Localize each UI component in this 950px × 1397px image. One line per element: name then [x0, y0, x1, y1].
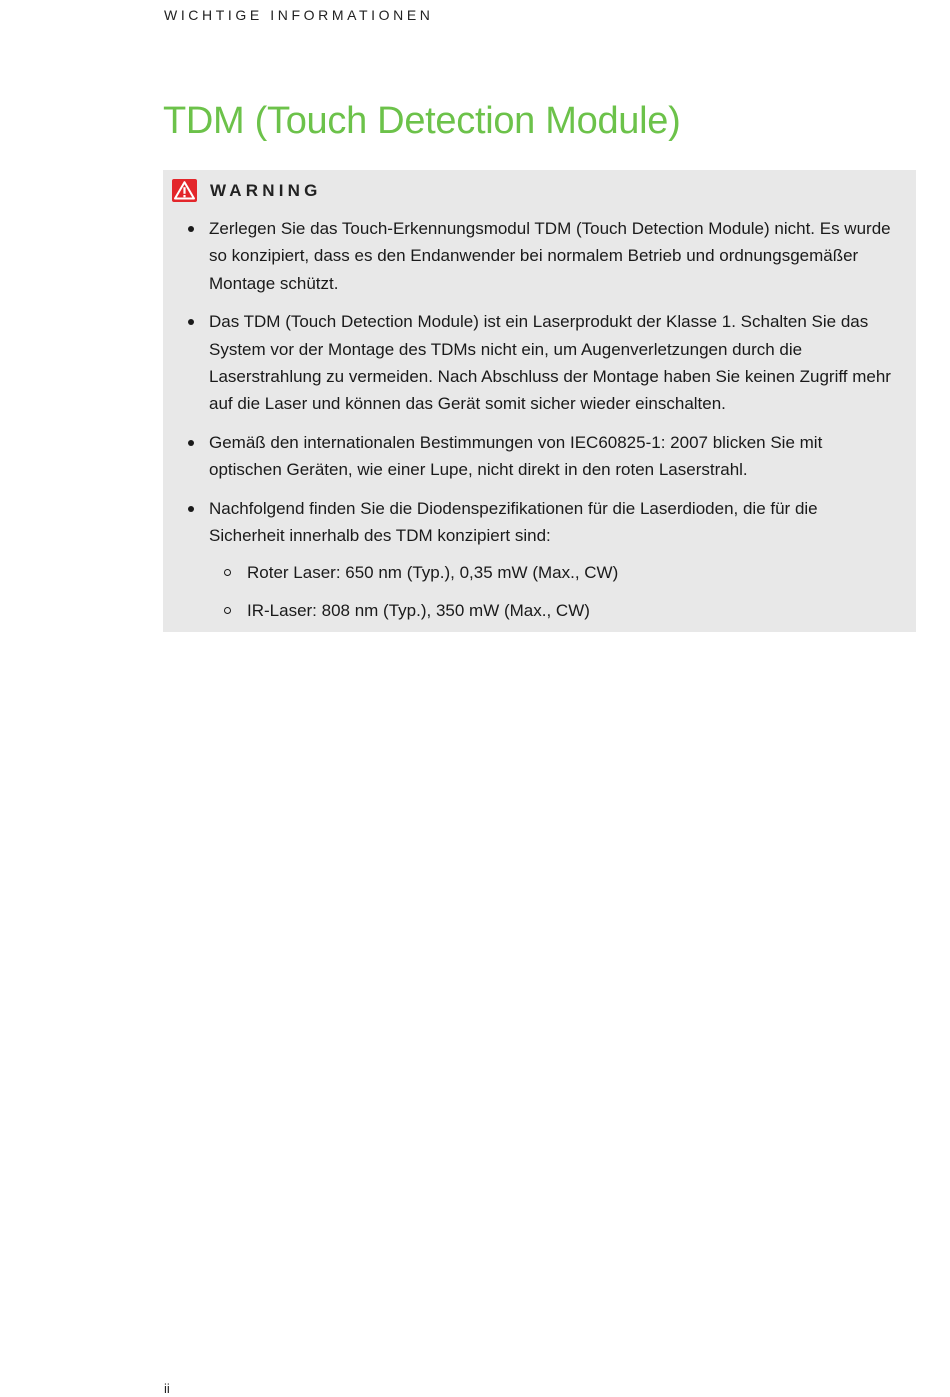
diode-spec-item	[209, 597, 896, 624]
page-title: TDM (Touch Detection Module)	[163, 100, 681, 142]
warning-list-item	[163, 429, 916, 484]
diode-spec-text: Roter Laser: 650 nm (Typ.), 0,35 mW (Max., CW)	[247, 563, 619, 583]
bullet-dot-icon	[188, 226, 194, 232]
diode-spec-list	[209, 559, 896, 624]
warning-item-text: Gemäß den internationalen Bestimmungen von IEC60825-1: 2007 blicken Sie mit optischen Geräten, wie einer Lupe, nicht direkt in den roten Laserstrahl.	[209, 432, 823, 480]
warning-item-text: Zerlegen Sie das Touch-Erkennungsmodul TDM (Touch Detection Module) nicht. Es wurde so konzipiert, dass es den Endanwender bei normalem Betrieb und ordnungsgemäßer Montage schützt.	[209, 219, 891, 293]
warning-item-text: Das TDM (Touch Detection Module) ist ein Laserprodukt der Klasse 1. Schalten Sie das System vor der Montage des TDMs nicht ein, um Augenverletzungen durch die Laserstrahlung zu vermeiden. Nach Abschluss der Montage haben Sie keinen Zugriff mehr auf die Laser und können das Gerät somit sicher wieder einschalten.	[209, 312, 891, 414]
bullet-dot-icon	[188, 506, 194, 512]
circle-bullet-icon	[224, 607, 231, 614]
warning-list-item	[163, 308, 916, 418]
bullet-dot-icon	[188, 440, 194, 446]
warning-header	[172, 179, 322, 202]
running-header: WICHTIGE INFORMATIONEN	[164, 7, 434, 23]
warning-list	[163, 215, 916, 635]
diode-spec-text: IR-Laser: 808 nm (Typ.), 350 mW (Max., CW)	[247, 600, 590, 620]
diode-spec-item	[209, 559, 896, 586]
circle-bullet-icon	[224, 569, 231, 576]
bullet-dot-icon	[188, 319, 194, 325]
warning-list-item	[163, 215, 916, 297]
warning-label: WARNING	[210, 180, 322, 200]
warning-box	[163, 170, 916, 632]
page-number: ii	[164, 1381, 170, 1396]
warning-list-item	[163, 495, 916, 625]
warning-item-text: Nachfolgend finden Sie die Diodenspezifikationen für die Laserdioden, die für die Sicherheit innerhalb des TDM konzipiert sind:	[209, 498, 818, 546]
warning-triangle-icon	[172, 179, 197, 202]
